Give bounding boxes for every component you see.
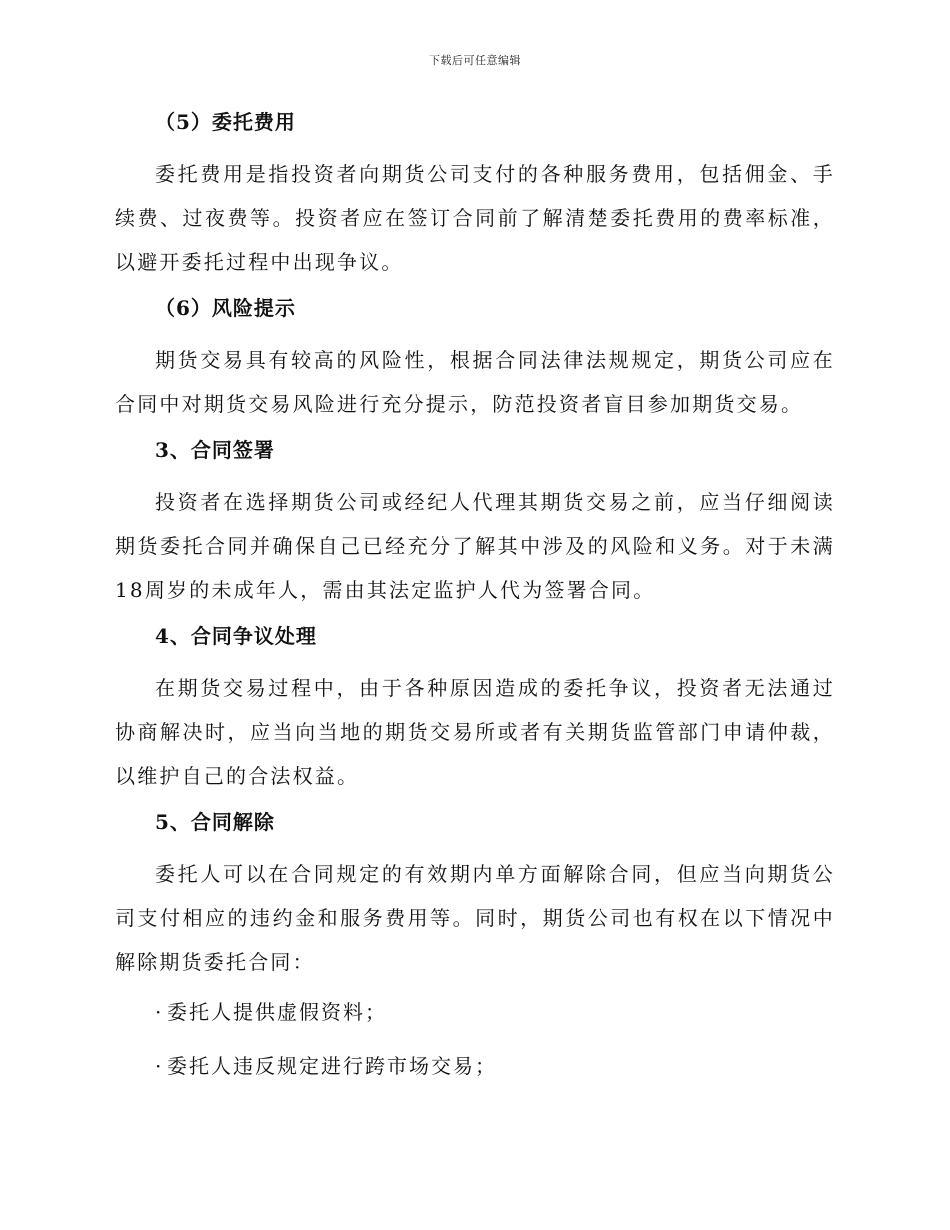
list-item-text: 委托人违反规定进行跨市场交易； [167,1054,497,1078]
bullet-marker: · [155,1000,164,1024]
section-heading-signing: 3、合同签署 [155,438,275,462]
document-body [115,108,835,1106]
section-heading-dispute: 4、合同争议处理 [155,624,317,648]
list-item-text: 委托人提供虚假资料； [167,1000,387,1024]
list-item [115,1052,835,1080]
paragraph-risk: 期货交易具有较高的风险性，根据合同法律法规规定，期货公司应在合同中对期货交易风险进行充分提示，防范投资者盲目参加期货交易。 [115,348,835,416]
section-heading-fee: （5）委托费用 [155,110,296,134]
list-item [115,998,835,1026]
bullet-marker: · [155,1054,164,1078]
paragraph-termination: 委托人可以在合同规定的有效期内单方面解除合同，但应当向期货公司支付相应的违约金和服务费用等。同时，期货公司也有权在以下情况中解除期货委托合同： [115,862,835,974]
page-header: 下载后可任意编辑 [429,54,521,67]
paragraph-dispute: 在期货交易过程中，由于各种原因造成的委托争议，投资者无法通过协商解决时，应当向当地的期货交易所或者有关期货监管部门申请仲裁，以维护自己的合法权益。 [115,676,835,788]
paragraph-fee: 委托费用是指投资者向期货公司支付的各种服务费用，包括佣金、手续费、过夜费等。投资者应在签订合同前了解清楚委托费用的费率标准，以避开委托过程中出现争议。 [115,162,835,274]
section-heading-risk: （6）风险提示 [155,296,296,320]
paragraph-signing: 投资者在选择期货公司或经纪人代理其期货交易之前，应当仔细阅读期货委托合同并确保自己已经充分了解其中涉及的风险和义务。对于未满18周岁的未成年人，需由其法定监护人代为签署合同。 [115,490,835,602]
section-heading-termination: 5、合同解除 [155,810,275,834]
